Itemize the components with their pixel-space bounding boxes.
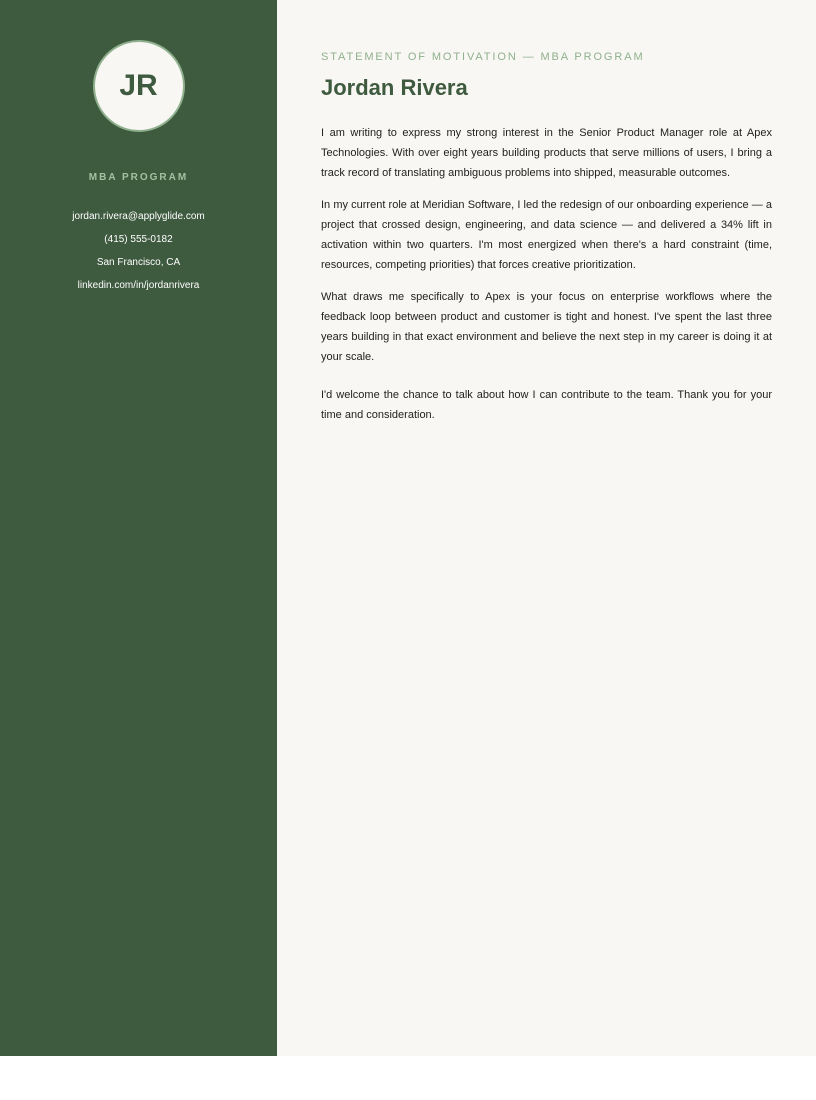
contact-phone: (415) 555-0182 xyxy=(104,234,173,245)
program-label: MBA PROGRAM xyxy=(88,172,189,183)
sidebar xyxy=(0,0,277,1056)
letter-paragraph: What draws me specifically to Apex is your focus on enterprise workflows where the feedback loop between product and customer is tight and honest. I've spent the last three years building in that exact environment and believe the next step in my career is doing it at your scale. xyxy=(321,291,772,363)
contact-linkedin: linkedin.com/in/jordanrivera xyxy=(77,280,200,291)
contact-email: jordan.rivera@applyglide.com xyxy=(72,211,205,222)
document-eyebrow: STATEMENT OF MOTIVATION — MBA PROGRAM xyxy=(321,51,645,63)
letter-paragraph: I'd welcome the chance to talk about how I can contribute to the team. Thank you for your time and consideration. xyxy=(321,389,772,421)
contact-list xyxy=(72,205,204,297)
letter-paragraph: In my current role at Meridian Software, I led the redesign of our onboarding experience — a project that crossed design, engineering, and data science — and delivered a 34% lift in activation within two quarters. I'm most energized when there's a hard constraint (time, resources, competing priorities) that forces creative prioritization. xyxy=(321,199,772,271)
letter-body xyxy=(321,123,772,425)
contact-location: San Francisco, CA xyxy=(96,257,181,268)
letter-paragraph: I am writing to express my strong interest in the Senior Product Manager role at Apex Technologies. With over eight years building products that serve millions of users, I bring a track record of translating ambiguous problems into shipped, measurable outcomes. xyxy=(321,127,772,179)
avatar: JR xyxy=(93,40,185,132)
applicant-name: Jordan Rivera xyxy=(321,75,468,100)
main-content xyxy=(277,0,816,1056)
